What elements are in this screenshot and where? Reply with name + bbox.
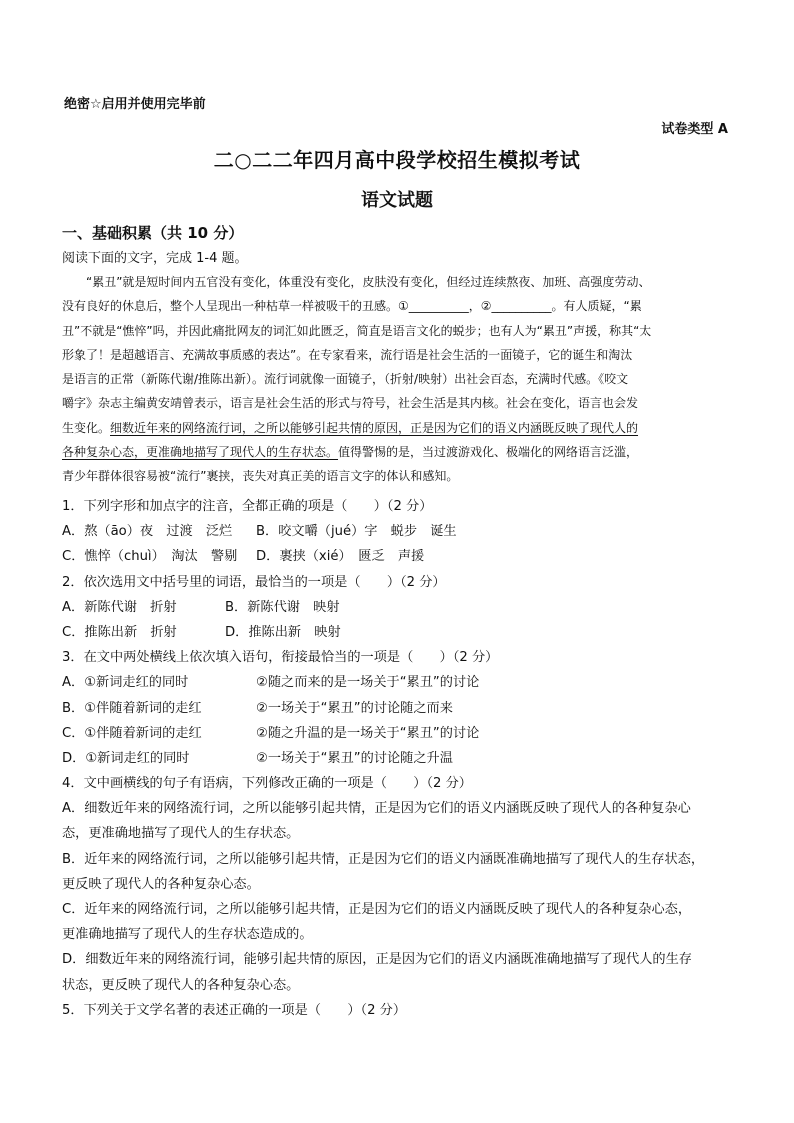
passage-text: 生变化。 [62,420,111,435]
option-row [62,620,738,645]
passage-line: 嚼字》杂志主编黄安靖曾表示，语言是社会生活的形式与符号，社会生活是其内核。社会在变化，语言也会发 [62,396,639,411]
paper-type-label: 试卷类型 A [661,122,728,137]
passage-line: 没有良好的休息后，整个人呈现出一种枯草一样被吸干的丑感。①__________，②__________。有人质疑，“累 [62,299,642,314]
question-stem: 4．文中画横线的句子有语病，下列修改正确的一项是（ ）（2 分） [62,776,472,792]
option-b: B．咬文嚼（jué）字 蜕步 诞生 [256,524,457,540]
option-row [62,746,738,771]
reading-passage [62,270,734,489]
passage-line: “累丑”就是短时间内五官没有变化，体重没有变化，皮肤没有变化，但经过连续熬夜、加班、高强度劳动、 [86,275,651,289]
option-c: C．憔悴（chuì） 淘汰 警剔 [62,549,238,565]
exam-title: 二○二二年四月高中段学校招生模拟考试 [213,148,581,172]
option-row [62,519,738,544]
option-c-part1: C．①伴随着新词的走红 [62,725,202,741]
option-c-line1: C．近年来的网络流行词，之所以能够引起共情，正是因为它们的语义内涵既反映了现代人的各种复杂心态， [62,902,692,917]
passage-line: 是语言的正常（新陈代谢/推陈出新）。流行词就像一面镜子，（折射/映射）出社会百态，充满时代感。《咬文 [62,372,629,387]
question-stem: 5．下列关于文学名著的表述正确的一项是（ ）（2 分） [62,1002,407,1018]
option-d-line1: D．细数近年来的网络流行词，能够引起共情的原因，正是因为它们的语义内涵既准确地描写了现代人的生存 [62,952,692,968]
option-b-line2: 更反映了现代人的各种复杂心态。 [62,876,260,892]
option-a: A．熬（āo）夜 过渡 泛烂 [62,524,233,540]
option-b-part2: ②一场关于“累丑”的讨论随之而来 [256,700,453,716]
option-b: B．新陈代谢 映射 [225,599,340,615]
option-a: A．新陈代谢 折射 [62,599,177,615]
option-b-part1: B．①伴随着新词的走红 [62,700,202,716]
exam-subtitle: 语文试题 [361,190,433,211]
question-stem: 2．依次选用文中括号里的词语，最恰当的一项是（ ）（2 分） [62,574,446,590]
option-d-part1: D．①新词走红的同时 [62,750,190,766]
underlined-sentence: 各种复杂心态，更准确地描写了现代人的生存状态。 [62,445,339,460]
option-d-line2: 状态，更反映了现代人的各种复杂心态。 [62,977,300,993]
option-row [62,544,738,569]
passage-text: 值得警惕的是，当过渡游戏化、极端化的网络语言泛滥， [338,445,639,460]
option-row [62,696,738,721]
option-c-part2: ②随之升温的是一场关于“累丑”的讨论 [256,725,480,741]
question-stem: 1．下列字形和加点字的注音，全都正确的项是（ ）（2 分） [62,499,433,514]
confidential-label: 绝密☆启用并使用完毕前 [64,97,206,112]
option-d: D．裹挟（xié） 匮乏 声援 [256,549,425,565]
option-a-part2: ②随之而来的是一场关于“累丑”的讨论 [256,675,480,691]
option-row [62,595,738,620]
question-list [62,494,738,1023]
option-b-line1: B．近年来的网络流行词，之所以能够引起共情，正是因为它们的语义内涵既准确地描写了现代人的生存状态， [62,851,705,867]
option-c-line2: 更准确地描写了现代人的生存状态造成的。 [62,927,313,943]
passage-line: 青少年群体很容易被“流行”裹挟，丧失对真正美的语言文字的体认和感知。 [62,469,459,484]
option-d: D．推陈出新 映射 [225,624,341,640]
passage-line: 丑”不就是“憔悴”吗，并因此痛批网友的词汇如此匮乏，简直是语言文化的蜕步；也有人为“累丑”声援，称其“太 [62,323,652,338]
passage-line: 形象了！是超越语言、充满故事质感的表达”。在专家看来，流行语是社会生活的一面镜子，它的诞生和淘汰 [62,347,633,362]
option-c: C．推陈出新 折射 [62,624,177,640]
option-a-line1: A．细数近年来的网络流行词，之所以能够引起共情，正是因为它们的语义内涵既反映了现代人的各种复杂心 [62,801,691,817]
section-instruction: 阅读下面的文字，完成 1-4 题。 [62,251,248,266]
option-a-part1: A．①新词走红的同时 [62,675,189,691]
passage-line [62,440,734,464]
section-heading: 一、基础积累（共 10 分） [62,224,244,242]
question-stem: 3．在文中两处横线上依次填入语句，衔接最恰当的一项是（ ）（2 分） [62,650,499,666]
underlined-sentence: 细数近年来的网络流行词，之所以能够引起共情的原因，正是因为它们的语义内涵既反映了现代人的 [110,420,639,435]
passage-line [62,416,734,440]
option-row [62,670,738,695]
option-row [62,721,738,746]
option-d-part2: ②一场关于“累丑”的讨论随之升温 [256,750,453,766]
option-a-line2: 态，更准确地描写了现代人的生存状态。 [62,826,300,842]
